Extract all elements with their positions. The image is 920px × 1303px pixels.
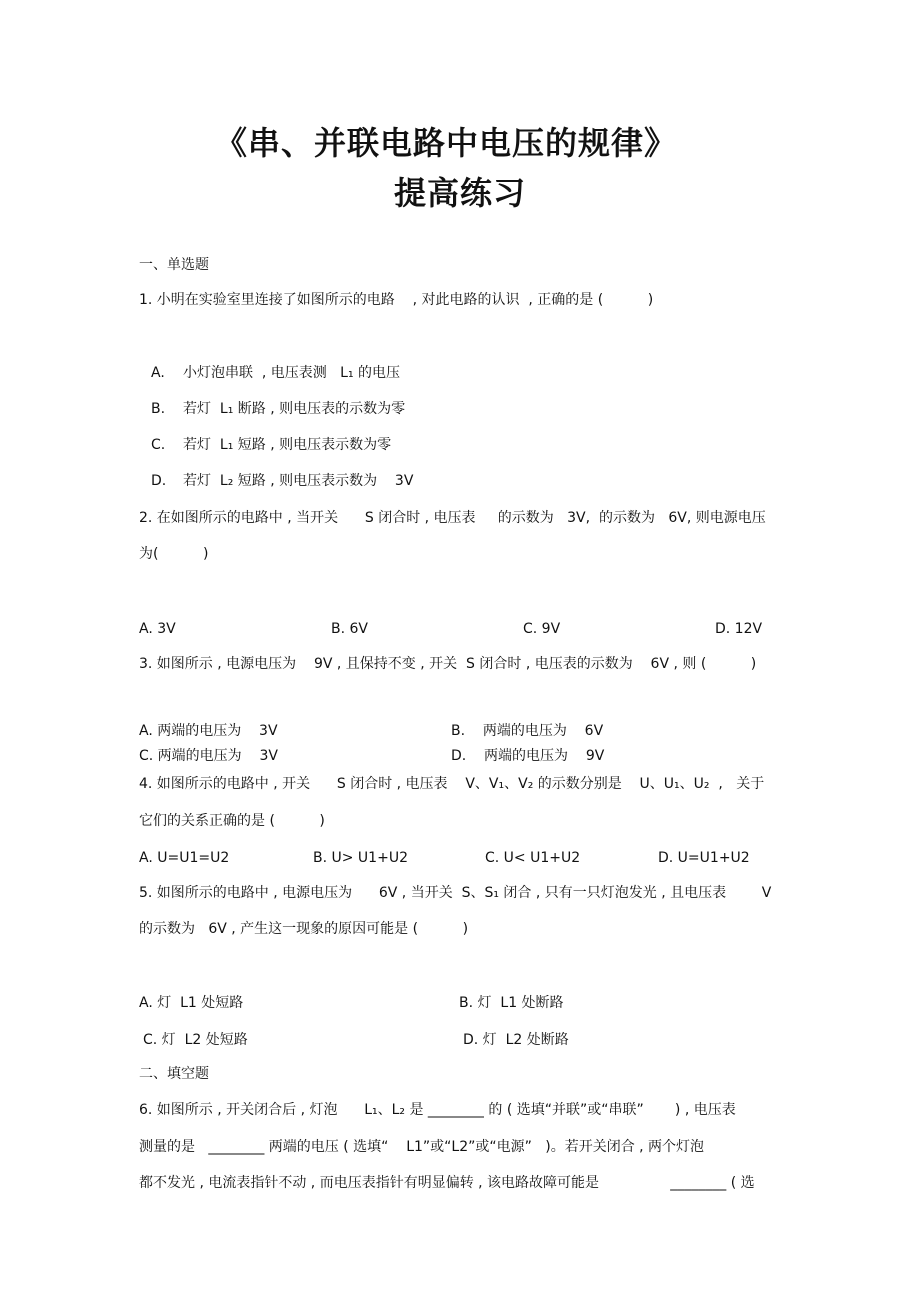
option-letter: A. xyxy=(151,365,165,381)
question-1-stem: 1. 小明在实验室里连接了如图所示的电路 , 对此电路的认识 , 正确的是 ( ) xyxy=(139,292,654,308)
question-3-option-d: D. 两端的电压为 9V xyxy=(451,748,605,764)
option-letter: C. xyxy=(151,437,166,453)
title-line-1: 《串、并联电路中电压的规律》 xyxy=(214,124,677,162)
section-heading-fill-blank: 二、填空题 xyxy=(139,1066,209,1082)
question-4-option-a: A. U=U1=U2 xyxy=(139,850,230,866)
question-3-option-b: B. 两端的电压为 6V xyxy=(451,723,604,739)
question-2-stem-line-2: 为( ) xyxy=(139,546,209,562)
question-5-option-d: D. 灯 L2 处断路 xyxy=(463,1032,569,1048)
question-4-option-d: D. U=U1+U2 xyxy=(658,850,750,866)
question-4-option-b: B. U> U1+U2 xyxy=(313,850,408,866)
option-text: 小灯泡串联 , 电压表测 L₁ 的电压 xyxy=(183,365,401,381)
question-2-option-c: C. 9V xyxy=(523,621,561,637)
question-1-option-c xyxy=(151,436,391,454)
question-3-option-c: C. 两端的电压为 3V xyxy=(139,748,278,764)
question-5-stem-line-1: 5. 如图所示的电路中 , 电源电压为 6V , 当开关 S、S₁ 闭合 , 只有一只灯泡发光 , 且电压表 V xyxy=(139,885,772,901)
question-4-option-c: C. U< U1+U2 xyxy=(485,850,581,866)
question-2-option-d: D. 12V xyxy=(715,621,763,637)
question-5-option-c: C. 灯 L2 处短路 xyxy=(143,1032,248,1048)
question-4-stem-line-2: 它们的关系正确的是 ( ) xyxy=(139,813,325,829)
question-4-stem-line-1: 4. 如图所示的电路中 , 开关 S 闭合时 , 电压表 V、V₁、V₂ 的示数分别是 U、U₁、U₂ , 关于 xyxy=(139,776,765,792)
question-1-option-b xyxy=(151,400,405,418)
question-3-option-a: A. 两端的电压为 3V xyxy=(139,723,278,739)
question-5-option-a: A. 灯 L1 处短路 xyxy=(139,995,244,1011)
question-3-stem: 3. 如图所示 , 电源电压为 9V , 且保持不变 , 开关 S 闭合时 , 电压表的示数为 6V , 则 ( ) xyxy=(139,656,757,672)
section-heading-single-choice: 一、单选题 xyxy=(139,257,209,273)
option-letter: B. xyxy=(151,401,166,417)
title-line-2: 提高练习 xyxy=(393,174,526,212)
question-2-option-b: B. 6V xyxy=(331,621,368,637)
option-text: 若灯 L₂ 短路 , 则电压表示数为 3V xyxy=(183,473,414,489)
question-1-option-d xyxy=(151,472,413,490)
question-1-option-a xyxy=(151,364,400,382)
question-5-option-b: B. 灯 L1 处断路 xyxy=(459,995,564,1011)
question-6-line-2: 测量的是 ________ 两端的电压 ( 选填“ L1”或“L2”或“电源” )。若开关闭合 , 两个灯泡 xyxy=(139,1139,705,1155)
question-5-stem-line-2: 的示数为 6V , 产生这一现象的原因可能是 ( ) xyxy=(139,921,469,937)
question-2-stem-line-1: 2. 在如图所示的电路中 , 当开关 S 闭合时 , 电压表 的示数为 3V, 的示数为 6V, 则电源电压 xyxy=(139,510,766,526)
option-text: 若灯 L₁ 断路 , 则电压表的示数为零 xyxy=(183,401,406,417)
option-text: 若灯 L₁ 短路 , 则电压表示数为零 xyxy=(183,437,392,453)
option-letter: D. xyxy=(151,473,167,489)
question-6-line-1: 6. 如图所示 , 开关闭合后 , 灯泡 L₁、L₂ 是 ________ 的 ( 选填“并联”或“串联” ) , 电压表 xyxy=(139,1102,736,1118)
question-2-option-a: A. 3V xyxy=(139,621,176,637)
question-6-line-3: 都不发光 , 电流表指针不动 , 而电压表指针有明显偏转 , 该电路故障可能是 ________ ( 选 xyxy=(139,1175,755,1191)
